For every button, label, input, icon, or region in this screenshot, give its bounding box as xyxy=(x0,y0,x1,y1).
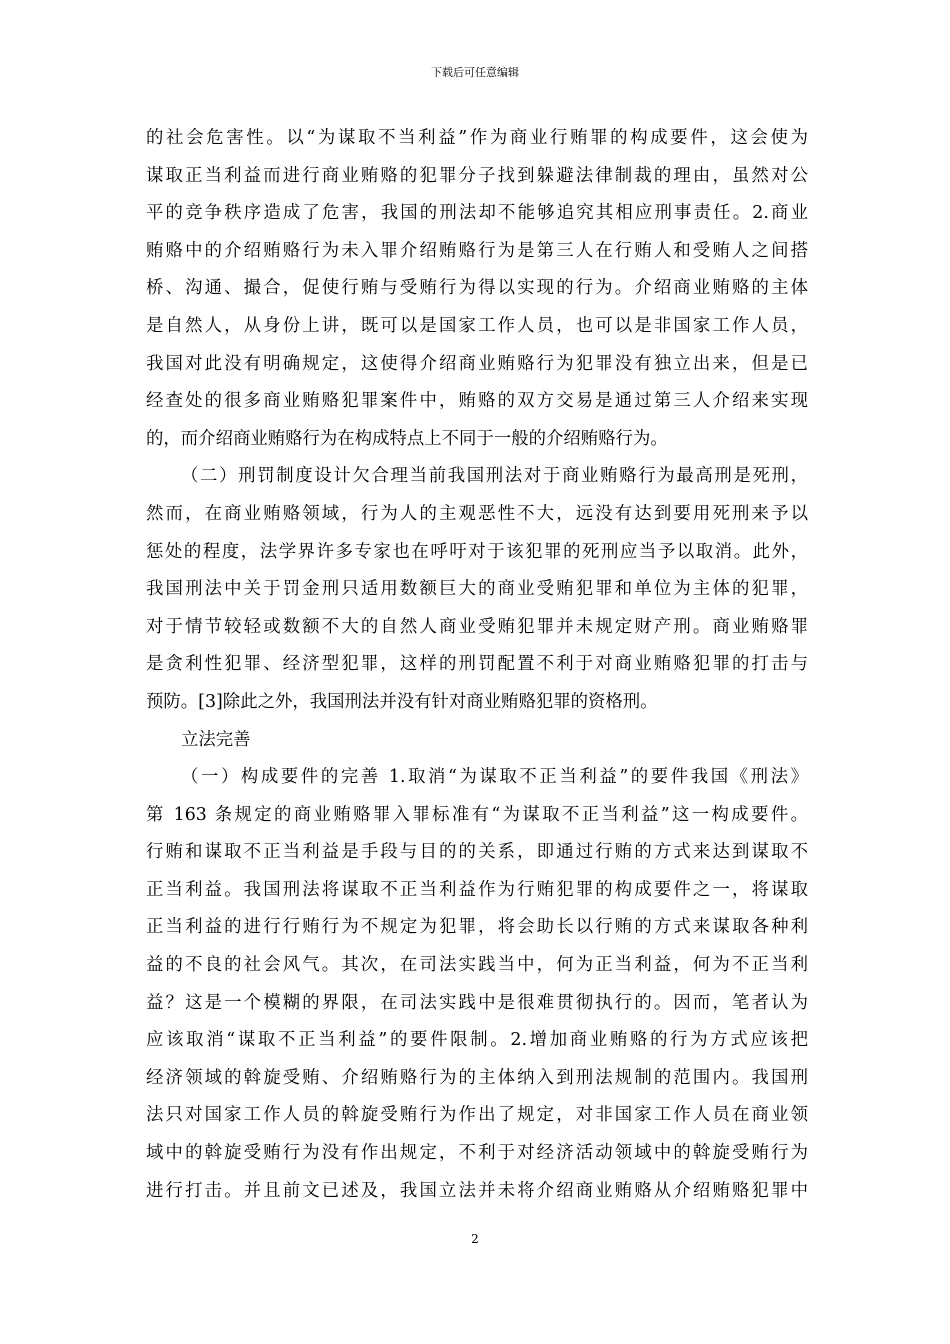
text-line: 的，而介绍商业贿赂行为在构成特点上不同于一般的介绍贿赂行为。 xyxy=(146,428,668,449)
text-line: 经济领域的斡旋受贿、介绍贿赂行为的主体纳入到刑法规制的范围内。我国刑 xyxy=(146,1067,808,1088)
text-line: （二）刑罚制度设计欠合理当前我国刑法对于商业贿赂行为最高刑是死刑， xyxy=(181,466,808,487)
text-line: 桥、沟通、撮合，促使行贿与受贿行为得以实现的行为。介绍商业贿赂的主体 xyxy=(146,278,808,299)
text-line: 正当利益。我国刑法将谋取不正当利益作为行贿犯罪的构成要件之一，将谋取 xyxy=(146,879,808,900)
text-line: 行贿和谋取不正当利益是手段与目的的关系，即通过行贿的方式来达到谋取不 xyxy=(146,842,808,863)
text-line: 我国对此没有明确规定，这使得介绍商业贿赂行为犯罪没有独立出来，但是已 xyxy=(146,353,808,374)
text-line: 然而，在商业贿赂领域，行为人的主观恶性不大，远没有达到要用死刑来予以 xyxy=(146,503,808,524)
text-line: （一）构成要件的完善 1.取消“为谋取不正当利益”的要件我国《刑法》 xyxy=(181,767,808,788)
text-line: 贿赂中的介绍贿赂行为未入罪介绍贿赂行为是第三人在行贿人和受贿人之间搭 xyxy=(146,240,808,261)
text-line: 是贪利性犯罪、经济型犯罪，这样的刑罚配置不利于对商业贿赂犯罪的打击与 xyxy=(146,654,808,675)
text-line: 惩处的程度，法学界许多专家也在呼吁对于该犯罪的死刑应当予以取消。此外， xyxy=(146,541,808,562)
section-heading: 立法完善 xyxy=(181,729,251,750)
body-text xyxy=(146,120,808,1210)
text-line: 是自然人，从身份上讲，既可以是国家工作人员，也可以是非国家工作人员， xyxy=(146,315,808,336)
text-line: 经查处的很多商业贿赂犯罪案件中，贿赂的双方交易是通过第三人介绍来实现 xyxy=(146,391,808,412)
text-line: 域中的斡旋受贿行为没有作出规定，不利于对经济活动领域中的斡旋受贿行为 xyxy=(146,1143,808,1164)
text-line: 平的竞争秩序造成了危害，我国的刑法却不能够追究其相应刑事责任。2.商业 xyxy=(146,203,808,224)
text-line: 益？这是一个模糊的界限，在司法实践中是很难贯彻执行的。因而，笔者认为 xyxy=(146,992,808,1013)
text-line: 进行打击。并且前文已述及，我国立法并未将介绍商业贿赂从介绍贿赂犯罪中 xyxy=(146,1180,808,1201)
text-line: 第 163 条规定的商业贿赂罪入罪标准有“为谋取不正当利益”这一构成要件。 xyxy=(146,804,808,825)
text-line: 的社会危害性。以“为谋取不当利益”作为商业行贿罪的构成要件，这会使为 xyxy=(146,128,808,148)
text-line: 正当利益的进行行贿行为不规定为犯罪，将会助长以行贿的方式来谋取各种利 xyxy=(146,917,808,938)
text-line: 谋取正当利益而进行商业贿赂的犯罪分子找到躲避法律制裁的理由，虽然对公 xyxy=(146,165,808,186)
text-line: 法只对国家工作人员的斡旋受贿行为作出了规定，对非国家工作人员在商业领 xyxy=(146,1105,808,1126)
text-line: 预防。[3]除此之外，我国刑法并没有针对商业贿赂犯罪的资格刑。 xyxy=(146,691,658,712)
text-line: 对于情节较轻或数额不大的自然人商业受贿犯罪并未规定财产刑。商业贿赂罪 xyxy=(146,616,808,637)
page-number: 2 xyxy=(471,1232,479,1246)
page-header: 下载后可任意编辑 xyxy=(431,66,519,79)
text-line: 我国刑法中关于罚金刑只适用数额巨大的商业受贿犯罪和单位为主体的犯罪， xyxy=(146,579,808,600)
text-line: 应该取消“谋取不正当利益”的要件限制。2.增加商业贿赂的行为方式应该把 xyxy=(146,1030,808,1051)
text-line: 益的不良的社会风气。其次，在司法实践当中，何为正当利益，何为不正当利 xyxy=(146,955,808,976)
